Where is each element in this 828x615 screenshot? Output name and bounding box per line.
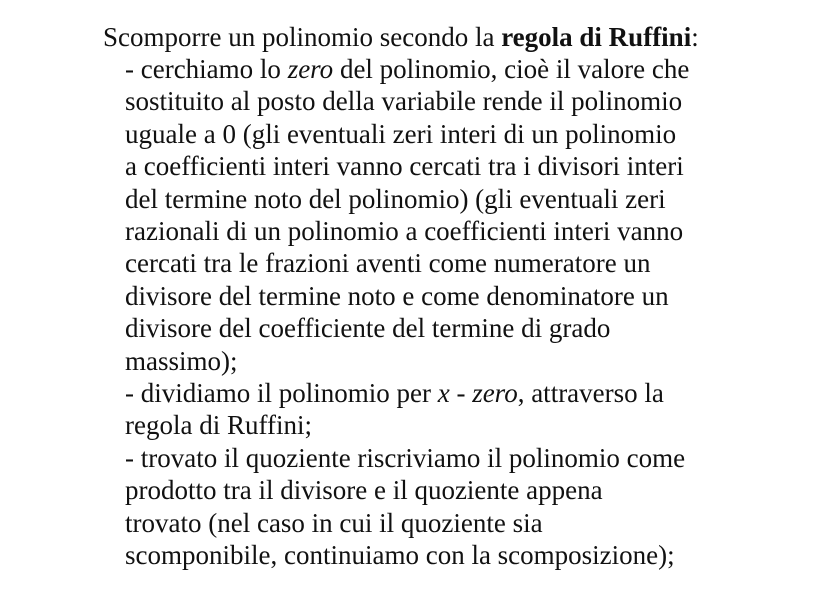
text-line: sostituito al posto della variabile rende il polinomio xyxy=(125,86,683,117)
text-line: razionali di un polinomio a coefficienti interi vanno xyxy=(125,216,684,247)
text-line: trovato (nel caso in cui il quoziente sia xyxy=(125,507,543,538)
text-line: del termine noto del polinomio) (gli eventuali zeri xyxy=(125,183,666,214)
heading-text: Scomporre un polinomio secondo la xyxy=(103,22,502,52)
text-run: - cerchiamo lo xyxy=(125,54,288,84)
heading-bold-term: regola di Ruffini xyxy=(501,22,692,52)
text-line: - trovato il quoziente riscriviamo il polinomio come xyxy=(125,443,686,473)
text-line: scomponibile, continuiamo con la scomposizione); xyxy=(125,540,675,571)
heading xyxy=(103,21,699,53)
list-item-rewrite xyxy=(125,442,790,572)
list-item-divide xyxy=(125,377,790,442)
text-run: , attraverso la xyxy=(517,378,664,408)
text-run: - dividiamo il polinomio per xyxy=(125,378,438,408)
text-line: a coefficienti interi vanno cercati tra i divisori interi xyxy=(125,151,684,182)
text-line: cercati tra le frazioni aventi come numeratore un xyxy=(125,248,651,279)
text-line: uguale a 0 (gli eventuali zeri interi di un polinomio xyxy=(125,118,677,149)
text-line: divisore del termine noto e come denominatore un xyxy=(125,280,669,311)
list-item-find-zero xyxy=(125,53,790,377)
text-line: regola di Ruffini; xyxy=(125,410,312,441)
heading-colon: : xyxy=(691,22,699,52)
text-line xyxy=(125,377,790,409)
text-run: del polinomio, cioè il valore che xyxy=(333,54,690,84)
text-line xyxy=(125,53,790,85)
text-line: prodotto tra il divisore e il quoziente appena xyxy=(125,475,603,506)
italic-term: zero xyxy=(287,54,334,84)
text-line: divisore del coefficiente del termine di grado xyxy=(125,313,611,344)
text-line: massimo); xyxy=(125,345,238,376)
italic-term: x - zero xyxy=(437,378,518,408)
